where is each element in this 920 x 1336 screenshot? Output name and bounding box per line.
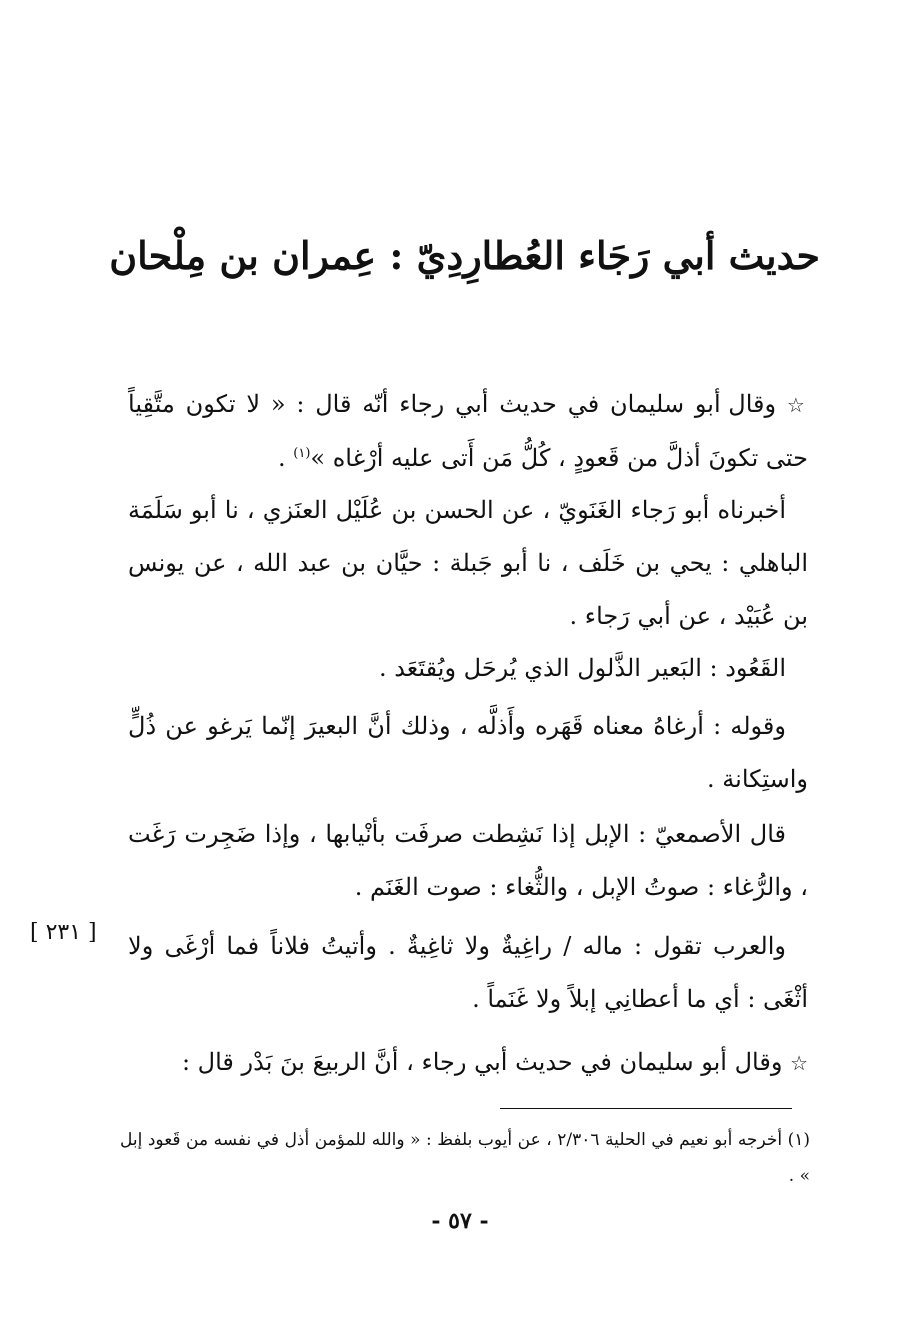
footnote: (١) أخرجه أبو نعيم في الحلية ٢/٣٠٦ ، عن أيوب بلفظ : « والله للمؤمن أذل في نفسه من قَعود إبل » . xyxy=(120,1130,810,1186)
star-icon: ☆ xyxy=(790,1051,808,1075)
star-icon: ☆ xyxy=(786,393,808,417)
paragraph-1 xyxy=(128,378,808,485)
footnote-separator xyxy=(500,1108,792,1109)
paragraph-7 xyxy=(128,1036,808,1090)
paragraph-4: وقوله : أرغاهُ معناه قَهَره وأَذلَّه ، وذلك أنَّ البعيرَ إنّما يَرغو عن ذُلٍّ واستِكانة . xyxy=(128,712,808,793)
paragraph-1-text: وقال أبو سليمان في حديث أبي رجاء أنّه قال : « لا تكون متَّقِياً حتى تكونَ أذلَّ من قَعودٍ ، كُلُّ مَن أَتى عليه أرْغاه » xyxy=(128,390,808,472)
chapter-title: حديث أبي رَجَاء العُطارِدِيّ : عِمران بن مِلْحان xyxy=(109,233,820,278)
paragraph-2: أخبرناه أبو رَجاء الغَنَويّ ، عن الحسن بن عُلَيْل العنَزي ، نا أبو سَلَمَة الباهلي : يحي بن خَلَف ، نا أبو جَبلة : حيَّان بن عبد الله ، عن يونس بن عُبَيْد ، عن أبي رَجاء . xyxy=(128,496,808,630)
footnote-ref[interactable]: (١) xyxy=(293,446,311,461)
page-number: - ٥٧ - xyxy=(431,1208,489,1234)
paragraph-6: والعرب تقول : ماله / راغِيةٌ ولا ثاغِيةٌ . وأتيتُ فلاناً فما أرْغَى ولا أثْغَى : أي ما أعطانِي إبلاً ولا غَنَماً . xyxy=(128,932,808,1013)
margin-page-reference: [ ٢٣١ ] xyxy=(30,920,97,945)
paragraph-3: القَعُود : البَعير الذَّلول الذي يُرحَل ويُقتَعَد . xyxy=(378,654,786,682)
paragraph-1-tail: . xyxy=(278,444,294,472)
paragraph-7-text: وقال أبو سليمان في حديث أبي رجاء ، أنَّ الربيعَ بنَ بَدْر قال : xyxy=(181,1048,783,1076)
paragraph-5: قال الأصمعيّ : الإبل إذا نَشِطت صرفَت بأنْيابها ، وإذا ضَجِرت رَغَت ، والرُّغاء : صوتُ الإبل ، والثُّغاء : صوت الغَنَم . xyxy=(128,820,808,901)
